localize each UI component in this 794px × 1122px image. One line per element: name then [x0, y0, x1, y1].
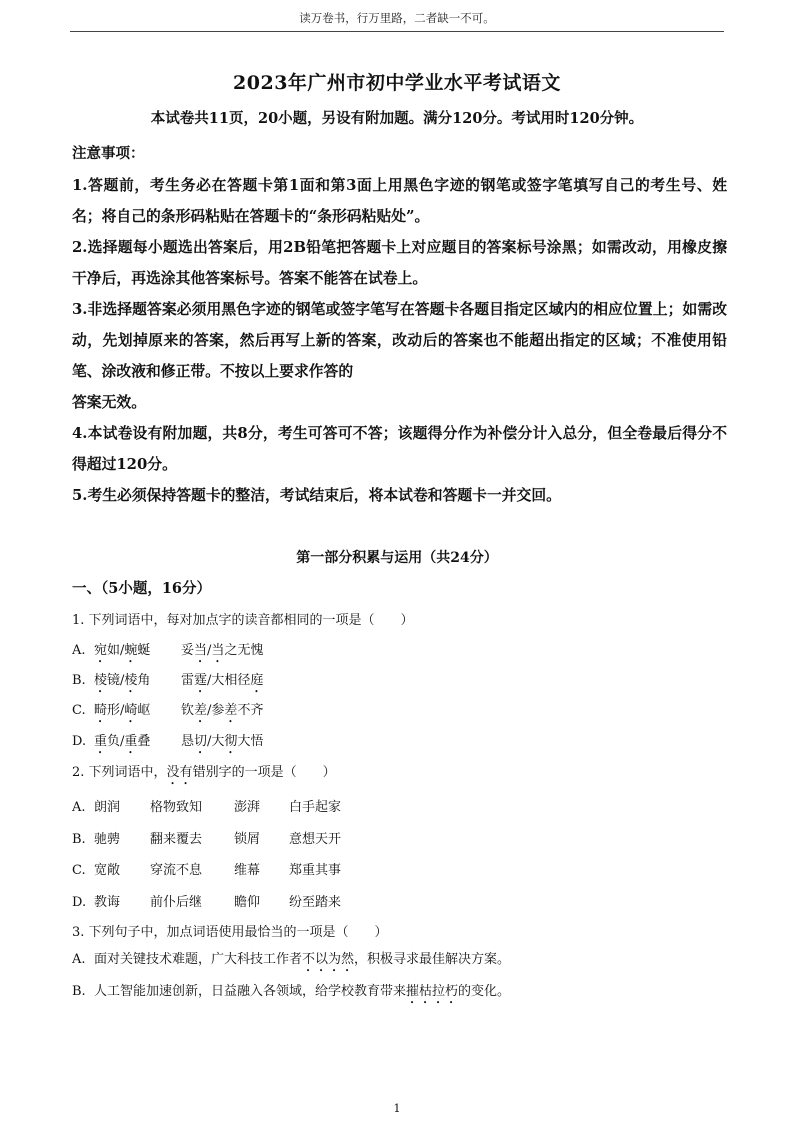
option-label: C.	[72, 703, 86, 718]
word-text: 钦	[181, 703, 195, 718]
part-title: 第一部分积累与运用（共24分）	[296, 550, 498, 566]
note-item: 2.选择题每小题选出答案后，用2B铅笔把答题卡上对应题目的答案标号涂黑；如需改动，用橡皮擦干净后，再选涂其他答案标号。答案不能答在试卷上。	[72, 239, 727, 287]
dotted-char: 崎	[124, 703, 138, 718]
word-text: 负/	[107, 734, 125, 749]
option-word: 朗润	[94, 800, 121, 815]
option-word: 穿流不息	[150, 863, 203, 878]
word-text: /大相径	[207, 673, 251, 688]
word-text: 叠	[137, 734, 151, 749]
question-1-option-d	[72, 730, 263, 757]
dotted-word: 摧枯拉朽	[406, 984, 459, 999]
dotted-char: 重	[124, 734, 138, 749]
exam-info: 本试卷共11页，20小题，另设有附加题。满分120分。考试用时120分钟。	[150, 110, 644, 127]
word-text: 不齐	[237, 703, 264, 718]
dotted-char: 差	[194, 703, 208, 718]
dotted-char: 切	[194, 734, 208, 749]
word-text: 之无愧	[224, 643, 264, 658]
stem-text: 错别字的一项是（ ）	[192, 765, 336, 780]
page-title: 2023年广州市初中学业水平考试语文	[233, 72, 561, 94]
dotted-char: 当	[211, 643, 225, 658]
word-text: 雷	[181, 673, 195, 688]
option-word: 郑重其事	[289, 863, 342, 878]
dotted-char: 当	[194, 643, 208, 658]
note-item: 5.考生必须保持答题卡的整洁，考试结束后，将本试卷和答题卡一并交回。	[72, 487, 561, 504]
word-text: 恳	[181, 734, 195, 749]
dotted-char: 棱	[94, 673, 108, 688]
word-text: 蜒	[137, 643, 151, 658]
stem-text: 2. 下列词语中，	[72, 765, 167, 780]
question-2-stem	[72, 761, 336, 788]
option-word: 瞻仰	[234, 895, 261, 910]
dotted-char: 棱	[124, 673, 138, 688]
notes-heading: 注意事项：	[72, 145, 145, 162]
option-label: D.	[72, 895, 87, 910]
sentence-text: ，积极寻求最佳解决方案。	[354, 952, 511, 967]
word-text: 岖	[137, 703, 151, 718]
option-word: 意想天开	[289, 832, 342, 847]
question-3-stem: 3. 下列句子中，加点词语使用最恰当的一项是（ ）	[72, 925, 388, 940]
header-divider	[70, 31, 724, 32]
option-label: B.	[72, 673, 86, 688]
word-text: 角	[137, 673, 151, 688]
notes-list	[72, 170, 727, 511]
dotted-char: 差	[224, 703, 238, 718]
option-label: A.	[72, 643, 86, 658]
option-label: C.	[72, 863, 86, 878]
dotted-char: 庭	[250, 673, 264, 688]
word-text: 妥	[181, 643, 195, 658]
option-word: 锁屑	[234, 832, 261, 847]
dotted-char: 重	[94, 734, 108, 749]
option-word: 纷至踏来	[289, 895, 342, 910]
word-text: /参	[207, 703, 225, 718]
word-text: 如/	[107, 643, 125, 658]
option-label: B.	[72, 984, 86, 999]
note-item: 3.非选择题答案必须用黑色字迹的钢笔或签字笔写在答题卡各题目指定区域内的相应位置上；如需改动，先划掉原来的答案，然后再写上新的答案，改动后的答案也不能超出指定的区域；不准使用铅笔、涂改液和修正带。不按以上要求作答的	[72, 301, 727, 380]
question-2-option-b	[72, 828, 341, 847]
option-label: B.	[72, 832, 86, 847]
word-text: 形/	[107, 703, 125, 718]
question-3-option-a	[72, 948, 510, 975]
dotted-char: 蜿	[124, 643, 138, 658]
option-word: 驰骋	[94, 832, 121, 847]
option-word: 格物致知	[150, 800, 203, 815]
header-motto: 读万卷书，行万里路，二者缺一不可。	[299, 11, 495, 25]
sentence-text: 人工智能加速创新，日益融入各领域，给学校教育带来	[94, 984, 407, 999]
option-label: A.	[72, 952, 86, 967]
dotted-char: 彻	[224, 734, 238, 749]
word-text: 大悟	[237, 734, 264, 749]
note-item: 答案无效。	[72, 394, 146, 411]
note-item: 1.答题前，考生务必在答题卡第1面和第3面上用黑色字迹的钢笔或签字笔填写自己的考生号、姓名；将自己的条形码粘贴在答题卡的“条形码粘贴处”。	[72, 177, 727, 225]
question-1-option-c	[72, 699, 263, 726]
question-1-option-b	[72, 669, 263, 696]
dotted-char: 畸	[94, 703, 108, 718]
dotted-word: 不以为然	[302, 952, 355, 967]
option-word: 澎湃	[234, 800, 261, 815]
option-word: 宽敞	[94, 863, 121, 878]
word-text: /	[207, 643, 212, 658]
word-text: 镜/	[107, 673, 125, 688]
question-2-option-c	[72, 859, 341, 878]
option-word: 教诲	[94, 895, 121, 910]
sentence-text: 面对关键技术难题，广大科技工作者	[94, 952, 303, 967]
option-label: D.	[72, 734, 87, 749]
option-word: 前仆后继	[150, 895, 203, 910]
word-text: /大	[207, 734, 225, 749]
question-3-option-b	[72, 980, 510, 1007]
dotted-word: 没有	[166, 765, 193, 780]
sentence-text: 的变化。	[458, 984, 511, 999]
question-1-stem: 1. 下列词语中，每对加点字的读音都相同的一项是（ ）	[72, 613, 414, 628]
option-word: 翻来覆去	[150, 832, 203, 847]
dotted-char: 宛	[94, 643, 108, 658]
option-word: 白手起家	[289, 800, 342, 815]
option-word: 维幕	[234, 863, 261, 878]
question-1-option-a	[72, 639, 263, 666]
note-item: 4.本试卷设有附加题，共8分，考生可答可不答；该题得分作为补偿分计入总分，但全卷最后得分不得超过120分。	[72, 425, 727, 473]
page-number: 1	[393, 1102, 401, 1115]
option-label: A.	[72, 800, 86, 815]
question-2-option-a	[72, 796, 341, 815]
section-heading: 一、（5小题，16分）	[72, 580, 212, 597]
question-2-option-d	[72, 891, 341, 910]
dotted-char: 霆	[194, 673, 208, 688]
